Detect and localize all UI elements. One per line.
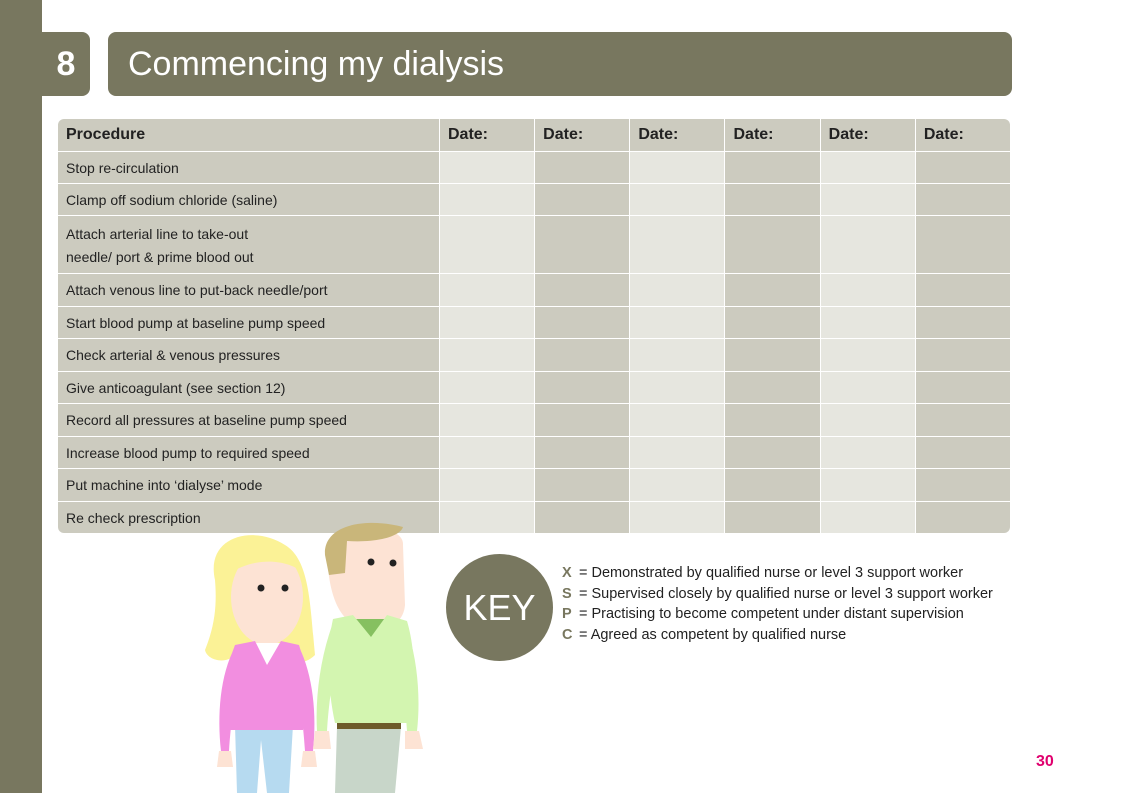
date-header: Date:: [725, 119, 819, 151]
procedure-cell: [58, 437, 439, 469]
date-cell[interactable]: [440, 437, 534, 469]
procedure-text: needle/ port & prime blood out: [66, 248, 254, 265]
date-header: Date:: [821, 119, 915, 151]
date-cell[interactable]: [630, 404, 724, 436]
procedure-cell: [58, 184, 439, 215]
date-cell[interactable]: [821, 502, 915, 534]
key-letter: S: [562, 585, 572, 602]
date-cell[interactable]: [535, 469, 629, 501]
date-cell[interactable]: [821, 184, 915, 215]
date-cell[interactable]: [440, 152, 534, 183]
procedure-text: Stop re-circulation: [66, 160, 179, 176]
procedure-header: Procedure: [58, 119, 439, 151]
date-cell[interactable]: [821, 469, 915, 501]
date-cell[interactable]: [440, 339, 534, 371]
date-cell[interactable]: [821, 404, 915, 436]
procedure-cell: [58, 152, 439, 183]
date-header: Date:: [535, 119, 629, 151]
procedure-text: Attach arterial line to take-out: [66, 225, 249, 242]
date-cell[interactable]: [630, 372, 724, 404]
key-letter: X: [562, 565, 572, 582]
date-cell[interactable]: [725, 437, 819, 469]
date-header: Date:: [440, 119, 534, 151]
date-header: Date:: [630, 119, 724, 151]
date-cell[interactable]: [440, 307, 534, 339]
key-item: [562, 625, 993, 646]
date-cell[interactable]: [725, 372, 819, 404]
procedure-cell: [58, 216, 439, 273]
date-cell[interactable]: [916, 404, 1010, 436]
date-cell[interactable]: [630, 339, 724, 371]
man-figure: [313, 523, 423, 793]
procedure-text: Clamp off sodium chloride (saline): [66, 192, 278, 208]
date-cell[interactable]: [916, 184, 1010, 215]
side-bar: [0, 0, 42, 793]
date-cell[interactable]: [916, 274, 1010, 306]
date-cell[interactable]: [535, 339, 629, 371]
procedure-text: Attach venous line to put-back needle/port: [66, 282, 328, 299]
page-number: 30: [1036, 753, 1054, 770]
date-cell[interactable]: [440, 502, 534, 534]
procedure-text: Start blood pump at baseline pump speed: [66, 314, 326, 331]
date-cell[interactable]: [821, 307, 915, 339]
date-cell[interactable]: [725, 184, 819, 215]
procedure-text: Re check prescription: [66, 509, 201, 526]
section-number: 8: [42, 32, 90, 96]
date-cell[interactable]: [916, 437, 1010, 469]
date-cell[interactable]: [535, 274, 629, 306]
key-text: = Agreed as competent by qualified nurse: [579, 626, 847, 643]
date-cell[interactable]: [630, 216, 724, 273]
procedure-cell: [58, 469, 439, 501]
date-cell[interactable]: [725, 469, 819, 501]
date-cell[interactable]: [916, 339, 1010, 371]
procedure-cell: [58, 372, 439, 404]
date-cell[interactable]: [725, 502, 819, 534]
procedure-cell: [58, 404, 439, 436]
date-cell[interactable]: [440, 404, 534, 436]
date-cell[interactable]: [916, 152, 1010, 183]
procedure-table: [58, 119, 1010, 533]
date-header: Date:: [916, 119, 1010, 151]
date-cell[interactable]: [440, 274, 534, 306]
date-cell[interactable]: [821, 274, 915, 306]
key-text: = Supervised closely by qualified nurse or level 3 support worker: [579, 585, 993, 602]
people-illustration: [195, 515, 440, 793]
procedure-cell: [58, 339, 439, 371]
key-letter: P: [562, 606, 572, 623]
procedure-text: Give anticoagulant (see section 12): [66, 379, 286, 396]
page-title: [108, 32, 1012, 96]
date-cell[interactable]: [440, 184, 534, 215]
date-cell[interactable]: [725, 152, 819, 183]
woman-figure: [205, 535, 317, 793]
page-title-text: Commencing my dialysis: [128, 44, 504, 83]
date-cell[interactable]: [535, 372, 629, 404]
date-cell[interactable]: [535, 152, 629, 183]
procedure-cell: [58, 307, 439, 339]
key-item: [562, 563, 993, 584]
date-cell[interactable]: [725, 404, 819, 436]
date-cell[interactable]: [630, 152, 724, 183]
date-cell[interactable]: [821, 437, 915, 469]
date-cell[interactable]: [440, 216, 534, 273]
procedure-text: Record all pressures at baseline pump speed: [66, 412, 347, 429]
date-cell[interactable]: [440, 469, 534, 501]
date-cell[interactable]: [535, 184, 629, 215]
date-cell[interactable]: [630, 184, 724, 215]
date-cell[interactable]: [916, 469, 1010, 501]
key-text: = Demonstrated by qualified nurse or level 3 support worker: [579, 565, 964, 582]
date-cell[interactable]: [725, 216, 819, 273]
key-item: [562, 604, 993, 625]
date-cell[interactable]: [535, 404, 629, 436]
date-cell[interactable]: [630, 502, 724, 534]
date-cell[interactable]: [725, 274, 819, 306]
key-badge: KEY: [446, 554, 553, 661]
date-cell[interactable]: [821, 152, 915, 183]
date-cell[interactable]: [916, 372, 1010, 404]
date-cell[interactable]: [725, 339, 819, 371]
key-letter: C: [562, 626, 573, 643]
date-cell[interactable]: [630, 469, 724, 501]
date-cell[interactable]: [535, 307, 629, 339]
date-cell[interactable]: [535, 216, 629, 273]
date-cell[interactable]: [630, 307, 724, 339]
date-cell[interactable]: [821, 372, 915, 404]
date-cell[interactable]: [916, 502, 1010, 534]
date-cell[interactable]: [440, 372, 534, 404]
date-cell[interactable]: [535, 437, 629, 469]
date-cell[interactable]: [630, 437, 724, 469]
procedure-text: Put machine into ‘dialyse’ mode: [66, 477, 263, 494]
key-item: [562, 584, 993, 605]
procedure-text: Check arterial & venous pressures: [66, 347, 280, 364]
date-cell[interactable]: [821, 339, 915, 371]
key-legend: [562, 563, 993, 645]
date-cell[interactable]: [821, 216, 915, 273]
date-cell[interactable]: [725, 307, 819, 339]
key-text: = Practising to become competent under distant supervision: [579, 606, 964, 623]
date-cell[interactable]: [630, 274, 724, 306]
procedure-text: Increase blood pump to required speed: [66, 444, 310, 461]
date-cell[interactable]: [916, 216, 1010, 273]
procedure-cell: [58, 274, 439, 306]
date-cell[interactable]: [916, 307, 1010, 339]
date-cell[interactable]: [535, 502, 629, 534]
